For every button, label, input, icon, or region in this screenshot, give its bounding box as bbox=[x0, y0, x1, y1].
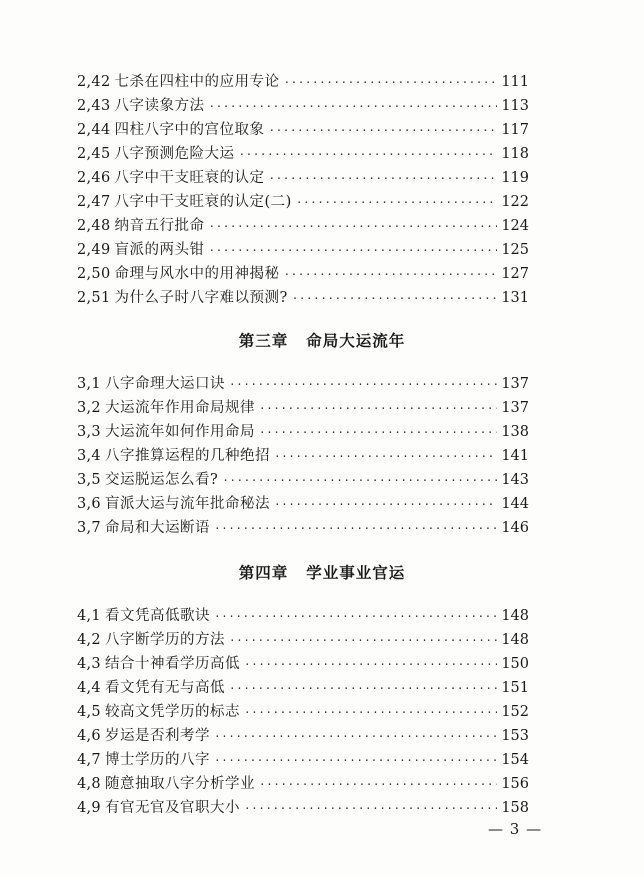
entry-title: 八字中干支旺衰的认定(二) bbox=[114, 194, 292, 210]
leader-dots bbox=[284, 71, 498, 95]
entry-number: 3,7 bbox=[77, 520, 101, 536]
entry-page: 143 bbox=[501, 472, 529, 488]
entry-page: 146 bbox=[501, 520, 529, 536]
leader-dots bbox=[259, 397, 497, 421]
entry-page: 122 bbox=[501, 194, 529, 210]
leader-dots bbox=[284, 263, 498, 287]
toc-entry bbox=[77, 238, 529, 262]
leader-dots bbox=[269, 119, 498, 143]
entry-title: 大运流年如何作用命局 bbox=[104, 424, 255, 440]
leader-dots bbox=[214, 517, 497, 541]
entry-title: 八字预测危险大运 bbox=[114, 146, 235, 162]
toc-entry bbox=[77, 676, 529, 700]
entry-title: 命理与风水中的用神揭秘 bbox=[114, 266, 280, 282]
toc-entry bbox=[77, 70, 529, 94]
entry-title: 八字读象方法 bbox=[114, 98, 205, 114]
entry-number: 3,5 bbox=[77, 472, 101, 488]
entry-title: 盲派大运与流年批命秘法 bbox=[104, 496, 270, 512]
entry-page: 158 bbox=[501, 800, 529, 816]
entry-page: 141 bbox=[501, 448, 529, 464]
entry-number: 4,9 bbox=[77, 800, 101, 816]
entry-number: 2,47 bbox=[77, 194, 111, 210]
leader-dots bbox=[274, 493, 497, 517]
entry-number: 2,49 bbox=[77, 242, 111, 258]
entry-title: 八字中干支旺衰的认定 bbox=[114, 170, 265, 186]
leader-dots bbox=[209, 215, 498, 239]
leader-dots bbox=[209, 239, 498, 263]
entry-number: 4,8 bbox=[77, 776, 101, 792]
leader-dots bbox=[229, 677, 497, 701]
entry-title: 八字推算运程的几种绝招 bbox=[104, 448, 270, 464]
leader-dots bbox=[269, 167, 498, 191]
toc-entry bbox=[77, 420, 529, 444]
entry-page: 150 bbox=[501, 656, 529, 672]
entry-number: 4,2 bbox=[77, 632, 101, 648]
toc-entry bbox=[77, 262, 529, 286]
leader-dots bbox=[229, 373, 497, 397]
page-number: — 3 — bbox=[488, 820, 543, 838]
entry-page: 137 bbox=[501, 376, 529, 392]
entry-title: 有官无官及官职大小 bbox=[104, 800, 240, 816]
toc-entry bbox=[77, 396, 529, 420]
entry-number: 4,4 bbox=[77, 680, 101, 696]
leader-dots bbox=[274, 445, 497, 469]
entry-title: 为什么子时八字难以预测? bbox=[114, 290, 288, 306]
toc-entry bbox=[77, 492, 529, 516]
entry-page: 137 bbox=[501, 400, 529, 416]
chapter-4-heading bbox=[0, 561, 644, 583]
toc-entry bbox=[77, 628, 529, 652]
entry-title: 博士学历的八字 bbox=[104, 752, 210, 768]
entry-title: 四柱八字中的宫位取象 bbox=[114, 122, 265, 138]
chapter-number: 第三章 bbox=[238, 332, 289, 350]
leader-dots bbox=[244, 797, 497, 821]
leader-dots bbox=[214, 749, 497, 773]
leader-dots bbox=[214, 725, 497, 749]
leader-dots bbox=[229, 629, 497, 653]
entry-page: 156 bbox=[501, 776, 529, 792]
leader-dots bbox=[244, 653, 497, 677]
leader-dots bbox=[259, 421, 497, 445]
toc-entry bbox=[77, 142, 529, 166]
chapter-number: 第四章 bbox=[238, 564, 289, 582]
entry-title: 较高文凭学历的标志 bbox=[104, 704, 240, 720]
leader-dots bbox=[222, 469, 497, 493]
toc-entry bbox=[77, 796, 529, 820]
entry-number: 2,51 bbox=[77, 290, 111, 306]
entry-page: 153 bbox=[501, 728, 529, 744]
entry-number: 4,7 bbox=[77, 752, 101, 768]
leader-dots bbox=[244, 701, 497, 725]
entry-number: 4,3 bbox=[77, 656, 101, 672]
entry-number: 2,45 bbox=[77, 146, 111, 162]
entry-title: 八字断学历的方法 bbox=[104, 632, 225, 648]
toc-entry bbox=[77, 700, 529, 724]
entry-title: 交运脱运怎么看? bbox=[104, 472, 219, 488]
chapter-title: 命局大运流年 bbox=[306, 332, 406, 350]
leader-dots bbox=[292, 287, 498, 311]
toc-entry bbox=[77, 748, 529, 772]
toc-entry bbox=[77, 166, 529, 190]
entry-page: 113 bbox=[501, 98, 529, 114]
entry-title: 岁运是否利考学 bbox=[104, 728, 210, 744]
toc-entry bbox=[77, 516, 529, 540]
entry-page: 118 bbox=[501, 146, 529, 162]
leader-dots bbox=[209, 95, 498, 119]
entry-page: 144 bbox=[501, 496, 529, 512]
entry-number: 3,6 bbox=[77, 496, 101, 512]
entry-page: 125 bbox=[501, 242, 529, 258]
entry-number: 2,44 bbox=[77, 122, 111, 138]
leader-dots bbox=[239, 143, 498, 167]
toc-entry bbox=[77, 94, 529, 118]
entry-number: 4,6 bbox=[77, 728, 101, 744]
entry-page: 124 bbox=[501, 218, 529, 234]
entry-number: 3,2 bbox=[77, 400, 101, 416]
chapter-title: 学业事业官运 bbox=[306, 564, 406, 582]
entry-title: 八字命理大运口诀 bbox=[104, 376, 225, 392]
entry-title: 命局和大运断语 bbox=[104, 520, 210, 536]
entry-number: 2,48 bbox=[77, 218, 111, 234]
toc-entry bbox=[77, 214, 529, 238]
entry-number: 4,5 bbox=[77, 704, 101, 720]
entry-title: 看文凭有无与高低 bbox=[104, 680, 225, 696]
entry-title: 七杀在四柱中的应用专论 bbox=[114, 74, 280, 90]
toc-entry bbox=[77, 724, 529, 748]
entry-number: 2,50 bbox=[77, 266, 111, 282]
entry-number: 2,46 bbox=[77, 170, 111, 186]
entry-number: 3,1 bbox=[77, 376, 101, 392]
entry-number: 2,42 bbox=[77, 74, 111, 90]
entry-number: 2,43 bbox=[77, 98, 111, 114]
chapter-3-heading bbox=[0, 329, 644, 351]
toc-entry bbox=[77, 286, 529, 310]
entry-title: 随意抽取八字分析学业 bbox=[104, 776, 255, 792]
entry-page: 152 bbox=[501, 704, 529, 720]
entry-title: 大运流年作用命局规律 bbox=[104, 400, 255, 416]
entry-page: 119 bbox=[501, 170, 529, 186]
toc-entry bbox=[77, 444, 529, 468]
entry-page: 131 bbox=[501, 290, 529, 306]
toc-entry bbox=[77, 604, 529, 628]
entry-page: 111 bbox=[501, 74, 529, 90]
entry-page: 148 bbox=[501, 608, 529, 624]
entry-title: 结合十神看学历高低 bbox=[104, 656, 240, 672]
entry-page: 148 bbox=[501, 632, 529, 648]
toc-entry bbox=[77, 468, 529, 492]
entry-title: 纳音五行批命 bbox=[114, 218, 205, 234]
entry-number: 3,4 bbox=[77, 448, 101, 464]
entry-page: 151 bbox=[501, 680, 529, 696]
toc-entry bbox=[77, 118, 529, 142]
entry-page: 154 bbox=[501, 752, 529, 768]
toc-entry bbox=[77, 772, 529, 796]
entry-page: 117 bbox=[501, 122, 529, 138]
toc-entry bbox=[77, 372, 529, 396]
leader-dots bbox=[259, 773, 497, 797]
leader-dots bbox=[214, 605, 497, 629]
entry-page: 138 bbox=[501, 424, 529, 440]
entry-title: 盲派的两头钳 bbox=[114, 242, 205, 258]
leader-dots bbox=[296, 191, 497, 215]
entry-title: 看文凭高低歌诀 bbox=[104, 608, 210, 624]
entry-number: 4,1 bbox=[77, 608, 101, 624]
entry-page: 127 bbox=[501, 266, 529, 282]
toc-entry bbox=[77, 652, 529, 676]
entry-number: 3,3 bbox=[77, 424, 101, 440]
toc-entry bbox=[77, 190, 529, 214]
